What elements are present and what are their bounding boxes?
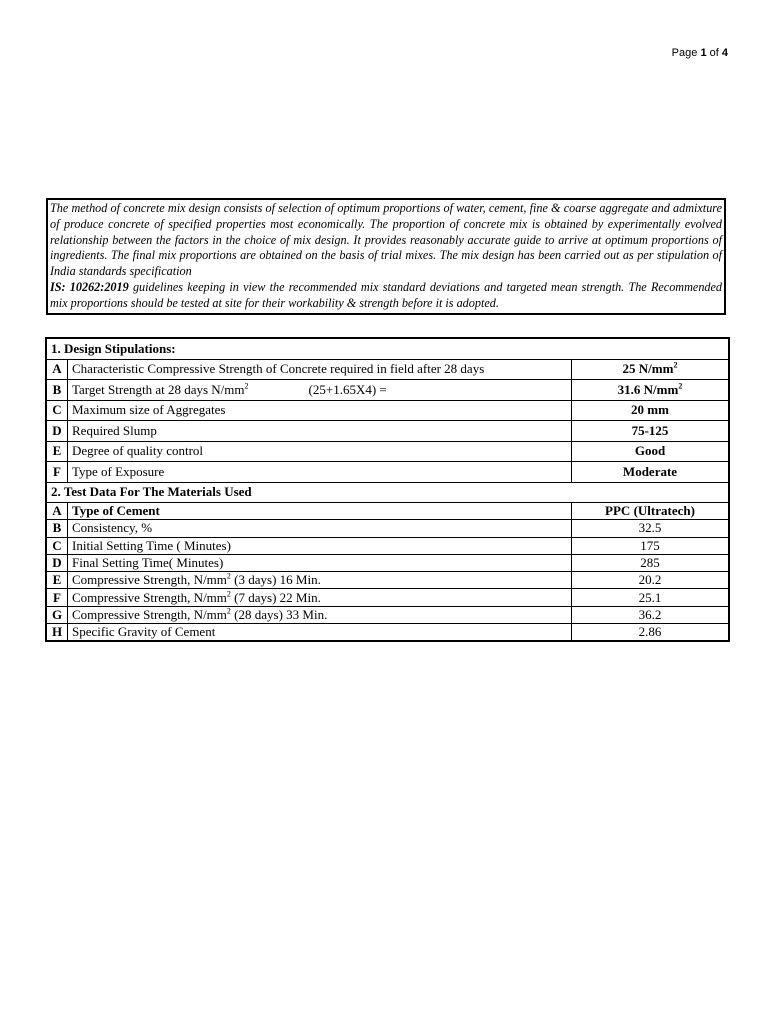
- table-row: [46, 380, 729, 401]
- row-key: F: [46, 589, 68, 606]
- row-label: Compressive Strength, $N/mm^2$ (28 days) 33 Min.: [68, 606, 572, 623]
- row-value: Good: [572, 441, 730, 462]
- table-row: [46, 572, 729, 589]
- row-label: Compressive Strength, $N/mm^2$ (7 days) 22 Min.: [68, 589, 572, 606]
- table-row: [46, 537, 729, 554]
- row-label: Degree of quality control: [68, 441, 572, 462]
- section-header-row: [46, 338, 729, 359]
- test-heading: 2. Test Data For The Materials Used: [46, 482, 729, 503]
- row-label: Target Strength at 28 days $N/mm^2$ (25+1.65X4) =: [68, 380, 572, 401]
- row-key: G: [46, 606, 68, 623]
- row-label: Type of Cement: [68, 503, 572, 520]
- table-row: [46, 421, 729, 442]
- page-total: 4: [721, 47, 728, 59]
- page-label: Page: [671, 47, 698, 59]
- page-of: of: [709, 47, 719, 59]
- row-key: B: [46, 380, 68, 401]
- intro-standard: IS: 10262:2019: [50, 279, 129, 294]
- intro-text-after: guidelines keeping in view the recommended mix standard deviations and targeted mean strength. The Recommended mix proportions should be tested at site for their workability & strength before it is adopted.: [50, 279, 723, 310]
- row-value: 175: [572, 537, 730, 554]
- row-value: 2.86: [572, 624, 730, 642]
- row-label: Maximum size of Aggregates: [68, 400, 572, 421]
- page-current: 1: [700, 47, 707, 59]
- row-key: D: [46, 554, 68, 571]
- row-value: 25.1: [572, 589, 730, 606]
- row-label: Characteristic Compressive Strength of Concrete required in field after 28 days: [68, 359, 572, 380]
- row-key: B: [46, 520, 68, 537]
- row-value: Moderate: [572, 462, 730, 483]
- table-row: [46, 554, 729, 571]
- row-label: Specific Gravity of Cement: [68, 624, 572, 642]
- row-label: Type of Exposure: [68, 462, 572, 483]
- row-key: C: [46, 400, 68, 421]
- row-label: Compressive Strength, $N/mm^2$ (3 days) 16 Min.: [68, 572, 572, 589]
- target-formula: (25+1.65X4) =: [308, 381, 387, 397]
- table-row: [46, 400, 729, 421]
- row-value: 25 $N/mm^2$: [572, 359, 730, 380]
- row-key: C: [46, 537, 68, 554]
- row-value: PPC (Ultratech): [572, 503, 730, 520]
- table-row: [46, 606, 729, 623]
- row-key: E: [46, 441, 68, 462]
- row-label: Initial Setting Time ( Minutes): [68, 537, 572, 554]
- table-row: [46, 441, 729, 462]
- row-value: 31.6 $N/mm^2$: [572, 380, 730, 401]
- row-label: Required Slump: [68, 421, 572, 442]
- page-number: [672, 47, 728, 59]
- design-heading: 1. Design Stipulations:: [46, 338, 729, 359]
- row-key: F: [46, 462, 68, 483]
- table-row: [46, 589, 729, 606]
- row-label: Consistency, %: [68, 520, 572, 537]
- section-header-row: [46, 482, 729, 503]
- row-key: A: [46, 359, 68, 380]
- row-label: Final Setting Time( Minutes): [68, 554, 572, 571]
- table-row: [46, 520, 729, 537]
- row-key: H: [46, 624, 68, 642]
- row-value: 20.2: [572, 572, 730, 589]
- row-value: 285: [572, 554, 730, 571]
- row-key: D: [46, 421, 68, 442]
- row-key: A: [46, 503, 68, 520]
- table-row: [46, 462, 729, 483]
- intro-paragraph: [46, 198, 726, 315]
- row-key: E: [46, 572, 68, 589]
- table-header-row: [46, 503, 729, 520]
- design-stipulations-table: [45, 337, 730, 642]
- intro-text: The method of concrete mix design consists of selection of optimum proportions of water, cement, fine & coarse aggregate and admixture of produce concrete of specified properties most economically. The proportion of concrete mix is obtained by experimentally evolved relationship between the factors in the choice of mix design. It provides reasonably accurate guide to arrive at optimum proportions of ingredients. The final mix proportions are obtained on the basis of trial mixes. The mix design has been carried out as per stipulation of India standards specification: [50, 201, 722, 279]
- row-value: 32.5: [572, 520, 730, 537]
- row-value: 20 mm: [572, 400, 730, 421]
- table-row: [46, 359, 729, 380]
- table-row: [46, 624, 729, 642]
- row-value: 36.2: [572, 606, 730, 623]
- row-value: 75-125: [572, 421, 730, 442]
